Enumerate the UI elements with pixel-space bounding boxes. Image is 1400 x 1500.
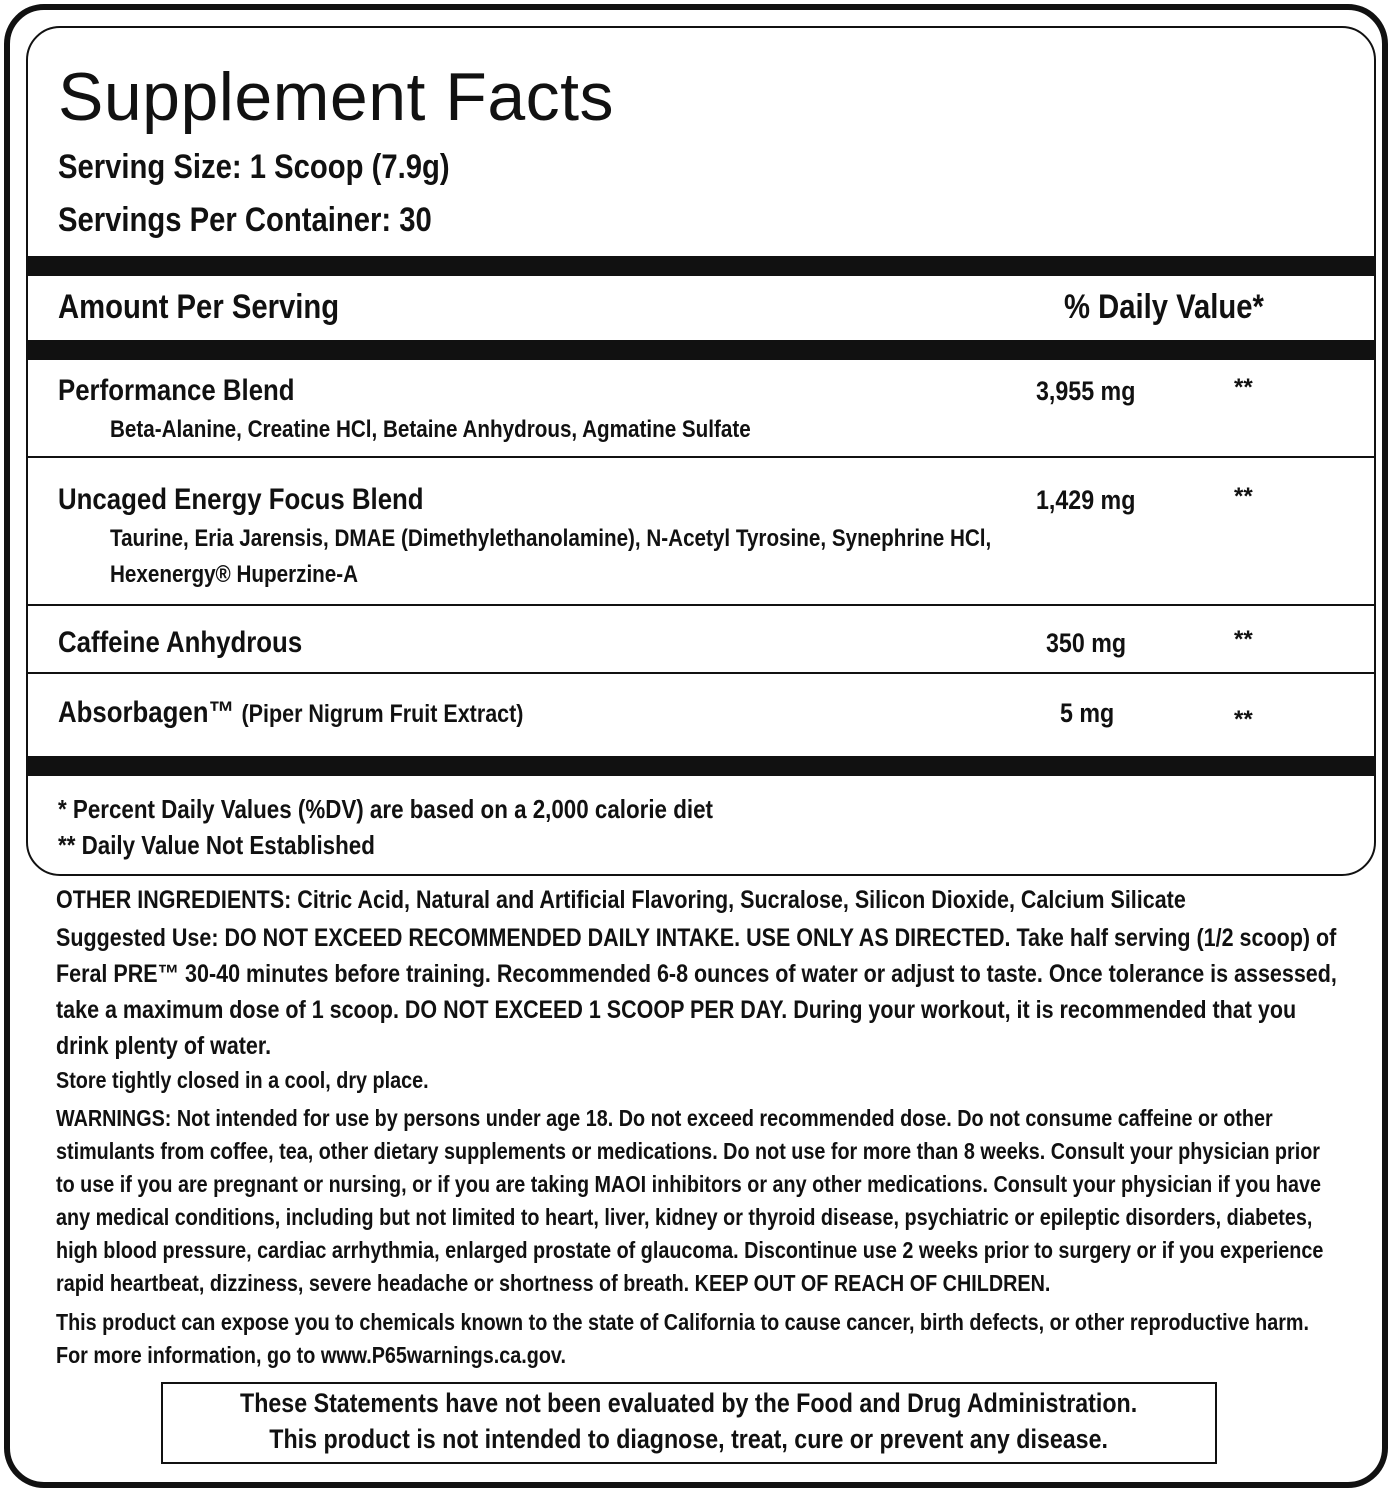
- footnote-not-established: ** Daily Value Not Established: [58, 830, 375, 860]
- thick-divider-header: [28, 340, 1374, 360]
- header-amount-per-serving: Amount Per Serving: [58, 288, 340, 326]
- ingredient-name: [58, 696, 523, 730]
- ingredient-daily-value: **: [1234, 374, 1253, 401]
- ingredient-amount: 5 mg: [1060, 698, 1115, 728]
- ingredient-daily-value: **: [1234, 483, 1253, 510]
- ingredient-amount: 1,429 mg: [1036, 485, 1136, 515]
- footnote-dv-basis: * Percent Daily Values (%DV) are based on a 2,000 calorie diet: [58, 794, 713, 824]
- row-divider: [28, 456, 1374, 458]
- ingredient-name: Performance Blend: [58, 374, 295, 407]
- ingredient-blend-components: Taurine, Eria Jarensis, DMAE (Dimethylethanolamine), N-Acetyl Tyrosine, Synephrine HCl, Hexenergy® Huperzine-A: [110, 525, 992, 588]
- prop65-warning: This product can expose you to chemicals known to the state of California to cause cancer, birth defects, or other reproductive harm. For more information, go to www.P65warnings.ca.gov.: [56, 1309, 1310, 1368]
- ingredient-name-note: (Piper Nigrum Fruit Extract): [241, 700, 524, 728]
- supplement-facts-panel: [26, 26, 1376, 876]
- fda-disclaimer-line-1: These Statements have not been evaluated by the Food and Drug Administration.: [240, 1388, 1138, 1418]
- warnings: WARNINGS: Not intended for use by persons under age 18. Do not exceed recommended dose. Do not consume caffeine or other stimulants from coffee, tea, other dietary supplements or medications. Do not use for more than 8 weeks. Consult your physician prior to use if you are pregnant or nursing, or if you are taking MAOI inhibitors or any other medications. Consult your physician if you have any medical conditions, including but not limited to heart, liver, kidney or thyroid disease, psychiatric or epileptic disorders, diabetes, high blood pressure, cardiac arrhythmia, enlarged prostate of glaucoma. Discontinue use 2 weeks prior to surgery or if you experience rapid heartbeat, dizziness, severe headache or shortness of breath. KEEP OUT OF REACH OF CHILDREN.: [56, 1105, 1324, 1296]
- thick-divider-bottom: [28, 756, 1374, 776]
- ingredient-amount: 3,955 mg: [1036, 376, 1136, 406]
- ingredient-daily-value: **: [1234, 706, 1253, 733]
- ingredient-blend-components: Beta-Alanine, Creatine HCl, Betaine Anhydrous, Agmatine Sulfate: [110, 416, 751, 443]
- ingredient-daily-value: **: [1234, 626, 1253, 653]
- ingredient-trademark-name: Absorbagen™: [58, 696, 235, 729]
- storage-instructions: Store tightly closed in a cool, dry place.: [56, 1067, 429, 1093]
- suggested-use: Suggested Use: DO NOT EXCEED RECOMMENDED DAILY INTAKE. USE ONLY AS DIRECTED. Take half serving (1/2 scoop) of Feral PRE™ 30-40 minutes before training. Recommended 6-8 ounces of water or adjust to taste. Once tolerance is assessed, take a maximum dose of 1 scoop. DO NOT EXCEED 1 SCOOP PER DAY. During your workout, it is recommended that you drink plenty of water.: [56, 924, 1337, 1060]
- ingredient-amount: 350 mg: [1046, 628, 1127, 658]
- serving-size: Serving Size: 1 Scoop (7.9g): [58, 148, 450, 186]
- servings-per-container: Servings Per Container: 30: [58, 201, 432, 239]
- header-daily-value: % Daily Value*: [1064, 288, 1264, 326]
- fda-disclaimer-box: [161, 1382, 1217, 1464]
- ingredient-name: Caffeine Anhydrous: [58, 626, 303, 659]
- other-ingredients: OTHER INGREDIENTS: Citric Acid, Natural and Artificial Flavoring, Sucralose, Silicon Dioxide, Calcium Silicate: [56, 886, 1186, 914]
- fda-disclaimer-line-2: This product is not intended to diagnose, treat, cure or prevent any disease.: [269, 1424, 1109, 1454]
- ingredient-name: Uncaged Energy Focus Blend: [58, 483, 424, 516]
- panel-title: Supplement Facts: [58, 59, 615, 135]
- row-divider: [28, 604, 1374, 606]
- thick-divider-top: [28, 256, 1374, 276]
- row-divider: [28, 672, 1374, 674]
